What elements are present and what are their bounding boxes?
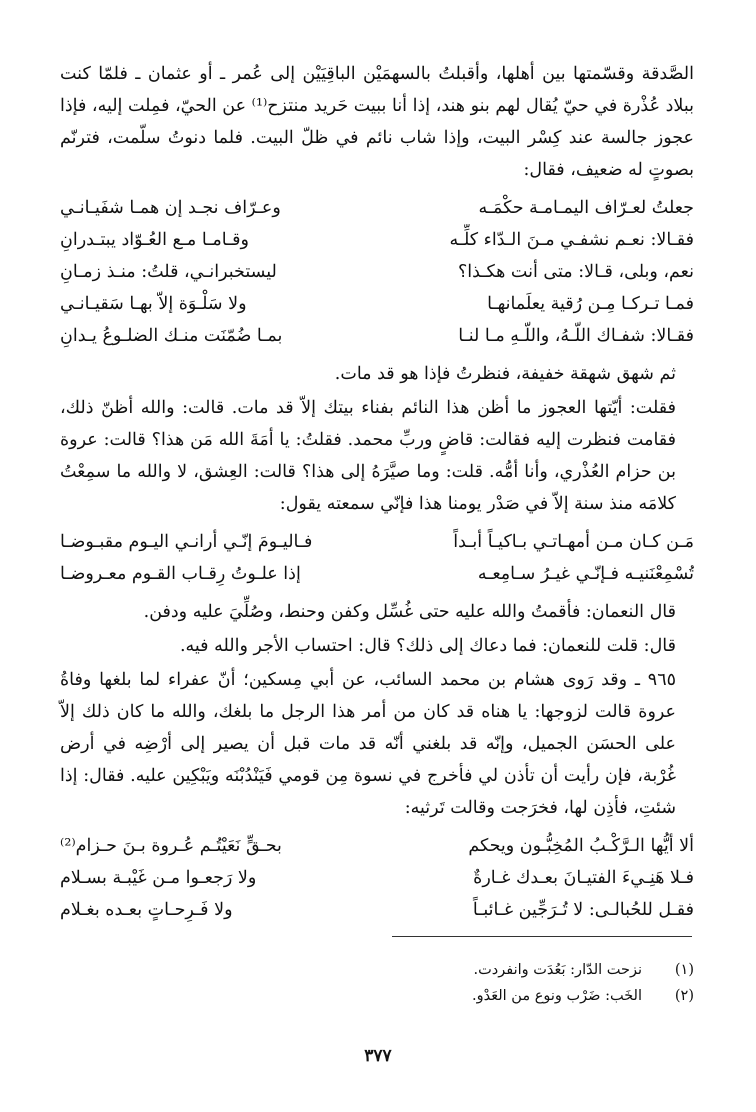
- paragraph-afra: ٩٦٥ ـ وقد رَوى هشام بن محمد السائب، عن أبي مِسكين؛ أنّ عفراء لما بلغها وفاةُ عروة قالت لزوجها: يا هناه قد كان من أمر هذا الرجل ما بلغك، والله ما كان ذلك إلاّ على الحسَن الجميل، وإنّه قد بلغني أنّه قد مات قبل أن يصير إلى أرْضِه في أرض غُرْبة، فإن رأيت أن تأذن لي فأخرج في نسوة مِن قومي فَيَنْدُبْنَه ويَبْكِين عليه. فقال: إذا شئتِ، فأذِن لها، فخرَجت وقالت تَرثيه:: [60, 670, 676, 818]
- poem-verse: [60, 862, 694, 894]
- verse-first-hemistich: تُسْمِعْنَنيـه فـإنّـي غيـرُ سـامِعـه: [477, 564, 694, 584]
- verse-second-hemistich: ولا رَجعـوا مـن غَيْبـة بسـلام: [60, 868, 257, 888]
- poem-verse: [60, 526, 694, 558]
- footnote: [60, 957, 694, 983]
- verse-second-hemistich: ليستخبرانـي، قلتُ: منـذ زمـانِ: [60, 262, 277, 282]
- footnote-number: (١): [674, 962, 694, 978]
- verse-first-hemistich: نعم، وبلى، قـالا: متى أنت هكـذا؟: [458, 262, 694, 282]
- verse-second-hemistich: بحـقٍّ نَعَيْتُـم عُـروة بـنَ حـزام⁽²⁾: [60, 836, 282, 856]
- verse-first-hemistich: مَـن كـان مـن أمهـاتـي بـاكيـاً أبـداً: [453, 532, 694, 552]
- poem-verse: [60, 224, 694, 256]
- footnote-divider: [392, 936, 692, 937]
- verse-second-hemistich: وعـرّاف نجـد إن همـا شفَيـانـي: [60, 198, 281, 218]
- verse-first-hemistich: فقـل للحُبالـى: لا تُـرَجِّين غـائبـاً: [472, 900, 694, 920]
- paragraph-burial: قال النعمان: فأقمتُ والله عليه حتى غُسِّل وكفن وحنط، وصُلِّيَ عليه ودفن.: [143, 602, 676, 622]
- verse-first-hemistich: فـلا هَنِـيءَ الفتيـانَ بعـدك غـارةٌ: [473, 868, 694, 888]
- poem-verse: [60, 830, 694, 862]
- poem-verse: [60, 558, 694, 590]
- footnotes: [60, 957, 694, 1009]
- paragraph-opening: الصَّدقة وقسّمتها بين أهلها، وأقبلتُ بالسهمَيْن الباقِيَيْن إلى عُمر ـ أو عثمان ـ فلمّا كنت ببلاد عُذْرة في حيّ يُقال لهم بنو هند، إذا أنا ببيت حَريد منتزح⁽¹⁾ عن الحيّ، فمِلت إليه، فإذا عجوز جالسة عند كِسْر البيت، وإذا شاب نائم في ظلّ البيت. فلما دنوتُ سلّمت، فترنّم بصوتٍ له ضعيف، فقال:: [60, 64, 694, 180]
- verse-second-hemistich: بمـا ضُمّنَت منـك الضلـوعُ يـدانِ: [60, 326, 283, 346]
- footnote-text: نزحت الدّار: بَعُدَت وانفردت.: [473, 962, 642, 978]
- verse-first-hemistich: فقـالا: شفـاك اللّـهُ، واللّـهِ مـا لنـا: [458, 326, 694, 346]
- verse-first-hemistich: فمـا تـركـا مِـن رُقية يعلَمانهـا: [487, 294, 694, 314]
- verse-second-hemistich: وقـامـا مـع العُـوّاد يبتـدرانِ: [60, 230, 249, 250]
- verse-second-hemistich: إذا علـوتُ رِقـاب القـوم معـروضـا: [60, 564, 301, 584]
- paragraph-reward: قال: قلت للنعمان: فما دعاك إلى ذلك؟ قال: احتساب الأجر والله فيه.: [179, 636, 676, 656]
- poem-verse: [60, 256, 694, 288]
- footnote: [60, 983, 694, 1009]
- poem-verse: [60, 894, 694, 926]
- verse-first-hemistich: ألا أيُّها الـرَّكْـبُ المُخِبُّـون ويحكم: [468, 836, 694, 856]
- poem-mothers: [60, 526, 694, 590]
- footnote-number: (٢): [674, 988, 694, 1004]
- verse-first-hemistich: فقـالا: نعـم نشفـي مـنَ الـدّاء كلِّـه: [449, 230, 694, 250]
- paragraph-old-woman: فقلت: أيّتها العجوز ما أظن هذا النائم بفناء بيتك إلاّ قد مات. قالت: والله أظنّ ذلك، فقامت فنظرت إليه فقالت: قاضٍ وربِّ محمد. فقلتُ: يا أمَةَ الله مَن هذا؟ قالت: عروة بن حزام العُذْري، وأنا أمُّه. قلت: وما صيَّرَهُ إلى هذا؟ قالت: العِشق، لا والله ما سمِعْتُ كلامَه منذ سنة إلاّ في صَدْر يومنا هذا فإنّي سمعته يقول:: [60, 398, 676, 514]
- page-number: ٣٧٧: [364, 1046, 392, 1066]
- verse-second-hemistich: ولا سَلْـوَة إلاّ بهـا سَقيـانـي: [60, 294, 247, 314]
- verse-second-hemistich: ولا فَـرِحـاتٍ بعـده بغـلام: [60, 900, 233, 920]
- poem-urwa-lament: [60, 192, 694, 352]
- footnote-text: الخَب: ضَرْب ونوع من العَدْو.: [472, 988, 642, 1004]
- poem-afra-elegy: [60, 830, 694, 926]
- poem-verse: [60, 192, 694, 224]
- poem-verse: [60, 320, 694, 352]
- poem-verse: [60, 288, 694, 320]
- verse-first-hemistich: جعلتُ لعـرّاف اليمـامـة حكْمَـه: [478, 198, 694, 218]
- paragraph-death: ثم شهق شهقة خفيفة، فنظرتُ فإذا هو قد مات.: [334, 364, 676, 384]
- verse-second-hemistich: فـاليـومَ إنّـي أرانـي اليـوم مقبـوضـا: [60, 532, 313, 552]
